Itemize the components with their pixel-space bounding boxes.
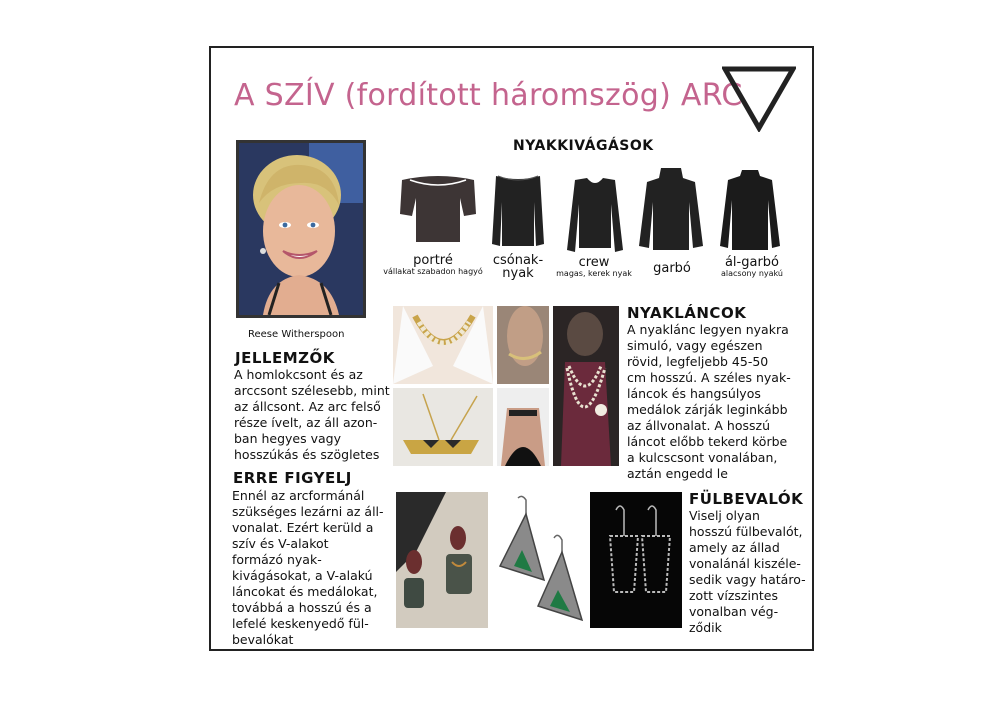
turtleneck-garment — [637, 166, 705, 254]
boat-neck-garment — [488, 168, 548, 250]
crew-neck-garment — [565, 174, 625, 256]
neckline-label-crew: crew magas, kerek nyak — [556, 255, 632, 278]
necklace-photo-velvet-choker — [497, 388, 549, 466]
earrings-heading: FÜLBEVALÓK — [689, 490, 804, 508]
features-text: A homlokcsont és az arccsont szélesebb, mint az állcsont. Az arc felső része ívelt, az áll azon- ban hegyes vagy hosszúkás és szögletes — [234, 367, 390, 462]
neckline-label-mock-turtleneck: ál-garbó alacsony nyakú — [721, 255, 783, 278]
necklaces-heading: NYAKLÁNCOK — [627, 304, 747, 322]
neckline-label-portrait: portré vállakat szabadon hagyó — [383, 253, 483, 276]
portrait-caption: Reese Witherspoon — [248, 329, 345, 340]
page-title: A SZÍV (fordított háromszög) ARC — [234, 78, 743, 113]
necklace-photo-long-pearls — [553, 306, 619, 466]
attention-heading: ERRE FIGYELJ — [233, 469, 352, 487]
necklace-photo-pearl-collar — [393, 306, 493, 384]
necklace-photo-choker — [497, 306, 549, 384]
mock-turtleneck-garment — [718, 166, 782, 254]
earring-photo-stone — [396, 492, 488, 628]
inverted-triangle-icon — [722, 66, 796, 132]
portrait-photo — [236, 140, 366, 318]
neckline-label-boat: csónak- nyak — [492, 253, 544, 281]
neckline-label-turtleneck: garbó — [653, 261, 691, 276]
necklines-heading: NYAKKIVÁGÁSOK — [513, 138, 654, 154]
necklaces-text: A nyaklánc legyen nyakra simuló, vagy egészen rövid, legfeljebb 45-50 cm hosszú. A széles nyak- láncok és hangsúlyos medálok zárják leginkább az állvonalat. A hosszú láncot előbb tekerd körbe a kulcscsont vonalában, aztán engedd le — [627, 322, 791, 481]
earring-photo-chandelier — [590, 492, 682, 628]
earring-photo-art-deco — [492, 494, 584, 624]
features-heading: JELLEMZŐK — [235, 349, 335, 367]
necklace-photo-pendant — [393, 388, 493, 466]
portrait-neckline-garment — [398, 168, 478, 248]
attention-text: Ennél az arcformánál szükséges lezárni az áll- vonalat. Ezért kerüld a szív és V-alakot formázó nyak- kivágásokat, a V-alakú láncokat és medálokat, továbbá a hosszú és a lefelé keskenyedő fül- bevalókat — [232, 488, 384, 647]
earrings-text: Viselj olyan hosszú fülbevalót, amely az állad vonalánál kiszéle- sedik vagy határo- zott vízszintes vonalban vég- ződik — [689, 508, 806, 635]
